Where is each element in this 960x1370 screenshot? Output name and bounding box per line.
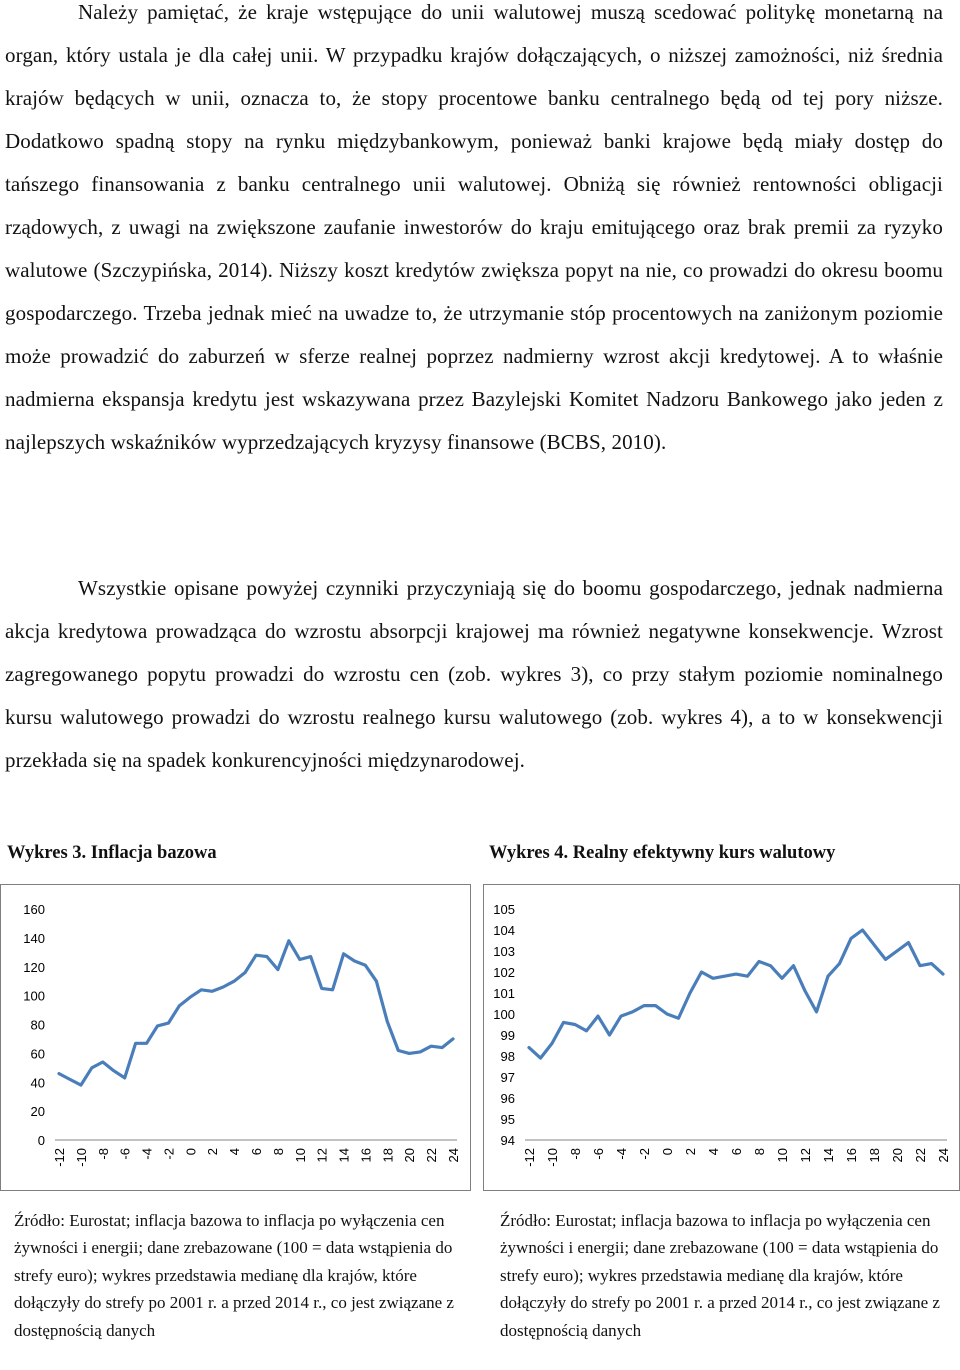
exchange-rate-y-tick-label: 94 bbox=[500, 1133, 515, 1148]
inflation-x-tick-label: 22 bbox=[424, 1148, 440, 1163]
exchange-rate-y-tick-label: 95 bbox=[500, 1112, 515, 1127]
exchange-rate-y-tick-label: 101 bbox=[493, 986, 515, 1001]
exchange-rate-x-tick-label: 4 bbox=[706, 1148, 721, 1156]
exchange-rate-x-tick-label: 0 bbox=[660, 1148, 675, 1156]
exchange-rate-x-tick-label: 20 bbox=[890, 1148, 905, 1163]
inflation-x-tick-label: -12 bbox=[52, 1148, 67, 1167]
inflation-y-tick-label: 0 bbox=[37, 1133, 45, 1148]
exchange-rate-y-tick-label: 102 bbox=[493, 965, 515, 980]
chart-inflation-svg bbox=[1, 885, 470, 1190]
chart-source-note-left: Źródło: Eurostat; inflacja bazowa to inflacja po wyłączenia cen żywności i energii; dane zrebazowane (100 = data wstąpienia do strefy euro); wykres przedstawia medianę dla krajów, które dołączyły do strefy po 2001 r. a przed 2014 r., co jest związane z dostępnością danych bbox=[14, 1211, 454, 1340]
inflation-x-tick-label: 24 bbox=[446, 1148, 461, 1163]
exchange-rate-x-tick-label: 22 bbox=[913, 1148, 928, 1163]
inflation-x-tick-label: -8 bbox=[95, 1148, 111, 1160]
exchange-rate-x-tick-label: 16 bbox=[844, 1148, 859, 1163]
exchange-rate-y-tick-label: 103 bbox=[493, 944, 515, 959]
exchange-rate-y-tick-label: 104 bbox=[493, 923, 515, 938]
chart-inflation bbox=[0, 884, 471, 1191]
exchange-rate-series-line bbox=[529, 930, 943, 1058]
inflation-x-tick-label: 20 bbox=[402, 1148, 418, 1163]
exchange-rate-x-tick-label: 2 bbox=[683, 1148, 698, 1156]
exchange-rate-y-tick-label: 105 bbox=[493, 902, 515, 917]
chart-exchange-rate bbox=[483, 884, 960, 1191]
exchange-rate-x-tick-label: 8 bbox=[752, 1148, 767, 1156]
inflation-y-tick-label: 40 bbox=[30, 1075, 45, 1091]
inflation-x-tick-label: 4 bbox=[227, 1148, 243, 1156]
inflation-y-tick-label: 140 bbox=[23, 930, 45, 946]
exchange-rate-x-tick-label: -12 bbox=[522, 1148, 537, 1167]
exchange-rate-x-tick-label: 14 bbox=[821, 1148, 836, 1163]
chart-exchange-rate-svg bbox=[484, 885, 959, 1190]
exchange-rate-y-tick-label: 99 bbox=[500, 1028, 515, 1043]
inflation-y-tick-label: 60 bbox=[30, 1046, 45, 1062]
exchange-rate-x-tick-label: 12 bbox=[798, 1148, 813, 1163]
exchange-rate-x-tick-label: -8 bbox=[568, 1148, 583, 1160]
exchange-rate-y-tick-label: 96 bbox=[500, 1091, 515, 1106]
inflation-x-tick-label: 6 bbox=[249, 1148, 264, 1156]
inflation-y-tick-label: 100 bbox=[23, 988, 45, 1004]
exchange-rate-x-tick-label: 6 bbox=[729, 1148, 744, 1156]
inflation-x-tick-label: 2 bbox=[205, 1148, 221, 1156]
exchange-rate-y-tick-label: 97 bbox=[500, 1070, 515, 1085]
inflation-x-tick-label: 14 bbox=[336, 1148, 352, 1163]
inflation-y-tick-label: 80 bbox=[30, 1017, 45, 1033]
inflation-x-tick-label: 18 bbox=[380, 1148, 396, 1163]
inflation-x-tick-label: 12 bbox=[314, 1148, 330, 1163]
inflation-x-tick-label: -10 bbox=[73, 1148, 89, 1167]
chart-title-exchange-rate: Wykres 4. Realny efektywny kurs walutowy bbox=[489, 843, 836, 863]
exchange-rate-x-tick-label: -10 bbox=[545, 1148, 560, 1167]
paragraph-2: Wszystkie opisane powyżej czynniki przyczyniają się do boomu gospodarczego, jednak nadmierna akcja kredytowa prowadząca do wzrostu absorpcji krajowej ma również negatywne konsekwencje. Wzrost zagregowanego popytu prowadzi do wzrostu cen (zob. wykres 3), co przy stałym poziomie nominalnego kursu walutowego prowadzi do wzrostu realnego kursu walutowego (zob. wykres 4), a to w konsekwencji przekłada się na spadek konkurencyjności międzynarodowej. bbox=[5, 576, 943, 772]
inflation-x-tick-label: -2 bbox=[161, 1148, 177, 1160]
inflation-series-line bbox=[59, 941, 453, 1085]
inflation-x-tick-label: -4 bbox=[139, 1148, 155, 1160]
inflation-x-tick-label: 10 bbox=[292, 1148, 308, 1163]
exchange-rate-x-tick-label: -4 bbox=[614, 1148, 629, 1160]
exchange-rate-x-tick-label: 18 bbox=[867, 1148, 882, 1163]
inflation-x-tick-label: 0 bbox=[183, 1148, 199, 1156]
inflation-x-tick-label: 8 bbox=[270, 1148, 286, 1156]
exchange-rate-x-tick-label: -6 bbox=[591, 1148, 606, 1160]
exchange-rate-y-tick-label: 100 bbox=[493, 1007, 515, 1022]
inflation-y-tick-label: 120 bbox=[23, 959, 45, 975]
exchange-rate-y-tick-label: 98 bbox=[500, 1049, 515, 1064]
chart-source-note-right: Źródło: Eurostat; inflacja bazowa to inflacja po wyłączenia cen żywności i energii; dane zrebazowane (100 = data wstąpienia do strefy euro); wykres przedstawia medianę dla krajów, które dołączyły do strefy po 2001 r. a przed 2014 r., co jest związane z dostępnością danych bbox=[500, 1211, 940, 1340]
paragraph-1: Należy pamiętać, że kraje wstępujące do unii walutowej muszą scedować politykę monetarną na organ, który ustala je dla całej unii. W przypadku krajów dołączających, o niższej zamożności, niż średnia krajów będących w unii, oznacza to, że stopy procentowe banku centralnego będą od tej pory niższe. Dodatkowo spadną stopy na rynku międzybankowym, ponieważ banki krajowe będą miały dostęp do tańszego finansowania z banku centralnego unii walutowej. Obniżą się również rentowności obligacji rządowych, z uwagi na zwiększone zaufanie inwestorów do kraju emitującego oraz brak premii za ryzyko walutowe (Szczypińska, 2014). Niższy koszt kredytów zwiększa popyt na nie, co prowadzi do okresu boomu gospodarczego. Trzeba jednak mieć na uwadze to, że utrzymanie stóp procentowych na zaniżonym poziomie może prowadzić do zaburzeń w sferze realnej poprzez nadmierny wzrost akcji kredytowej. A to właśnie nadmierna ekspansja kredytu jest wskazywana przez Bazylejski Komitet Nadzoru Bankowego jako jeden z najlepszych wskaźników wyprzedzających kryzysy finansowe (BCBS, 2010). bbox=[5, 0, 943, 454]
inflation-x-tick-label: -6 bbox=[117, 1148, 133, 1160]
inflation-x-tick-label: 16 bbox=[358, 1148, 374, 1163]
exchange-rate-x-tick-label: 10 bbox=[775, 1148, 790, 1163]
exchange-rate-x-tick-label: 24 bbox=[936, 1148, 951, 1163]
chart-title-inflation: Wykres 3. Inflacja bazowa bbox=[7, 843, 217, 863]
inflation-y-tick-label: 160 bbox=[23, 902, 45, 917]
inflation-y-tick-label: 20 bbox=[30, 1104, 45, 1120]
exchange-rate-x-tick-label: -2 bbox=[637, 1148, 652, 1160]
